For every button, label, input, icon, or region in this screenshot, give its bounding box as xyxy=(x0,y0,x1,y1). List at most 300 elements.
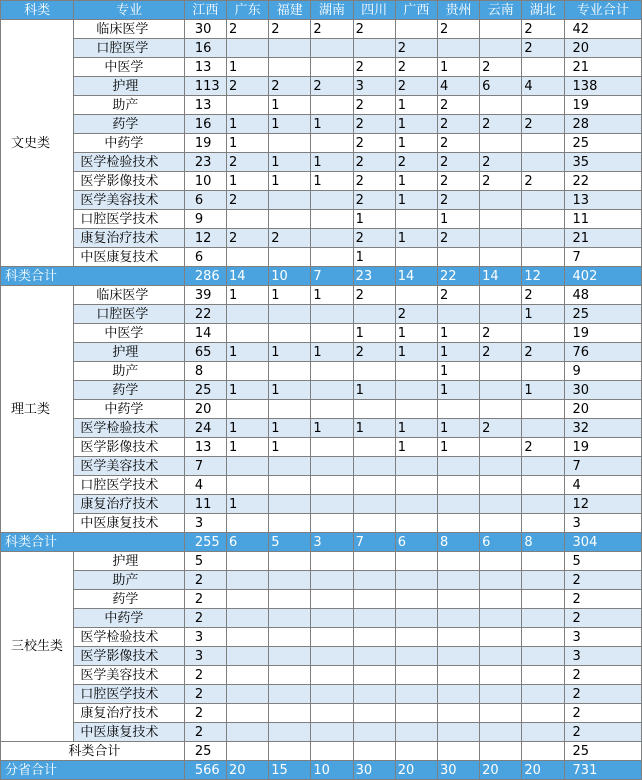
major-cell: 口腔医学 xyxy=(74,305,185,324)
count-cell xyxy=(269,134,311,153)
table-row xyxy=(1,381,642,400)
count-cell xyxy=(480,495,522,514)
count-cell xyxy=(522,495,564,514)
major-cell: 医学检验技术 xyxy=(74,153,185,172)
count-cell: 9 xyxy=(184,210,226,229)
grand-total-label: 分省合计 xyxy=(1,761,185,780)
table-row xyxy=(1,666,642,685)
header-total: 专业合计 xyxy=(564,1,641,20)
count-cell: 39 xyxy=(184,286,226,305)
major-cell: 医学美容技术 xyxy=(74,457,185,476)
count-cell: 2 xyxy=(395,77,437,96)
count-cell xyxy=(437,723,479,742)
major-total-cell: 19 xyxy=(564,324,641,343)
count-cell xyxy=(227,400,269,419)
count-cell: 1 xyxy=(353,248,395,267)
count-cell: 2 xyxy=(395,153,437,172)
count-cell: 2 xyxy=(184,685,226,704)
count-cell xyxy=(227,704,269,723)
count-cell xyxy=(227,628,269,647)
subtotal-cell: 14 xyxy=(395,267,437,286)
count-cell xyxy=(311,552,353,571)
subtotal-cell: 6 xyxy=(480,533,522,552)
count-cell: 2 xyxy=(480,153,522,172)
count-cell xyxy=(522,58,564,77)
major-cell: 康复治疗技术 xyxy=(74,495,185,514)
grand-total-cell: 30 xyxy=(353,761,395,780)
major-total-cell: 13 xyxy=(564,191,641,210)
major-cell: 中药学 xyxy=(74,400,185,419)
header-province: 湖北 xyxy=(522,1,564,20)
count-cell xyxy=(227,96,269,115)
major-cell: 助产 xyxy=(74,96,185,115)
count-cell xyxy=(269,495,311,514)
count-cell xyxy=(395,704,437,723)
count-cell xyxy=(522,628,564,647)
count-cell xyxy=(227,685,269,704)
header-province: 四川 xyxy=(353,1,395,20)
count-cell: 1 xyxy=(269,286,311,305)
major-total-cell: 4 xyxy=(564,476,641,495)
major-cell: 护理 xyxy=(74,343,185,362)
grand-total-cell: 20 xyxy=(395,761,437,780)
table-row xyxy=(1,39,642,58)
count-cell xyxy=(522,210,564,229)
count-cell: 1 xyxy=(227,286,269,305)
major-cell: 医学影像技术 xyxy=(74,647,185,666)
table-row xyxy=(1,286,642,305)
major-cell: 医学影像技术 xyxy=(74,172,185,191)
count-cell: 1 xyxy=(437,438,479,457)
count-cell: 1 xyxy=(311,419,353,438)
header-province: 福建 xyxy=(269,1,311,20)
count-cell xyxy=(353,704,395,723)
count-cell xyxy=(227,210,269,229)
major-cell: 药学 xyxy=(74,381,185,400)
count-cell: 2 xyxy=(184,590,226,609)
count-cell: 2 xyxy=(353,134,395,153)
subtotal-label: 科类合计 xyxy=(1,533,185,552)
count-cell: 1 xyxy=(437,210,479,229)
table-row xyxy=(1,248,642,267)
major-total-cell: 11 xyxy=(564,210,641,229)
count-cell xyxy=(395,400,437,419)
major-cell: 药学 xyxy=(74,115,185,134)
major-cell: 中药学 xyxy=(74,134,185,153)
count-cell: 6 xyxy=(184,191,226,210)
count-cell xyxy=(437,609,479,628)
major-total-cell: 2 xyxy=(564,685,641,704)
count-cell: 1 xyxy=(437,381,479,400)
major-total-cell: 2 xyxy=(564,704,641,723)
subtotal-row xyxy=(1,533,642,552)
count-cell xyxy=(522,609,564,628)
count-cell xyxy=(480,723,522,742)
count-cell xyxy=(311,305,353,324)
major-cell: 中医康复技术 xyxy=(74,723,185,742)
count-cell: 1 xyxy=(437,58,479,77)
count-cell xyxy=(395,495,437,514)
count-cell: 4 xyxy=(522,77,564,96)
count-cell xyxy=(395,20,437,39)
count-cell: 1 xyxy=(227,134,269,153)
count-cell: 1 xyxy=(395,419,437,438)
count-cell: 2 xyxy=(437,20,479,39)
table-row xyxy=(1,172,642,191)
subtotal-total-cell: 25 xyxy=(564,742,641,761)
count-cell xyxy=(480,210,522,229)
count-cell: 2 xyxy=(184,571,226,590)
subtotal-label: 科类合计 xyxy=(1,742,185,761)
major-cell: 护理 xyxy=(74,552,185,571)
table-row xyxy=(1,628,642,647)
grand-total-cell: 566 xyxy=(184,761,226,780)
count-cell xyxy=(227,324,269,343)
count-cell xyxy=(353,495,395,514)
count-cell: 2 xyxy=(480,115,522,134)
count-cell xyxy=(269,39,311,58)
count-cell: 2 xyxy=(353,58,395,77)
count-cell xyxy=(437,248,479,267)
count-cell: 1 xyxy=(353,381,395,400)
subtotal-cell: 7 xyxy=(311,267,353,286)
count-cell: 2 xyxy=(184,723,226,742)
table-row xyxy=(1,704,642,723)
count-cell xyxy=(269,457,311,476)
count-cell: 12 xyxy=(184,229,226,248)
table-row xyxy=(1,685,642,704)
count-cell xyxy=(269,191,311,210)
subtotal-cell: 286 xyxy=(184,267,226,286)
count-cell xyxy=(522,476,564,495)
subtotal-cell: 6 xyxy=(395,533,437,552)
count-cell: 2 xyxy=(353,286,395,305)
subtotal-cell: 8 xyxy=(522,533,564,552)
count-cell xyxy=(269,324,311,343)
count-cell: 2 xyxy=(184,704,226,723)
count-cell: 1 xyxy=(353,324,395,343)
count-cell: 19 xyxy=(184,134,226,153)
subtotal-total-cell: 304 xyxy=(564,533,641,552)
count-cell xyxy=(311,647,353,666)
count-cell: 2 xyxy=(395,305,437,324)
count-cell xyxy=(311,723,353,742)
major-cell: 中医康复技术 xyxy=(74,248,185,267)
count-cell xyxy=(522,153,564,172)
table-row xyxy=(1,134,642,153)
count-cell xyxy=(480,666,522,685)
count-cell: 30 xyxy=(184,20,226,39)
count-cell xyxy=(395,248,437,267)
subtotal-row xyxy=(1,267,642,286)
count-cell: 24 xyxy=(184,419,226,438)
count-cell xyxy=(353,552,395,571)
count-cell: 2 xyxy=(522,343,564,362)
count-cell xyxy=(311,438,353,457)
header-major: 专业 xyxy=(74,1,185,20)
count-cell: 1 xyxy=(353,210,395,229)
count-cell xyxy=(437,647,479,666)
count-cell: 2 xyxy=(311,20,353,39)
count-cell: 2 xyxy=(395,58,437,77)
major-cell: 医学检验技术 xyxy=(74,419,185,438)
count-cell xyxy=(522,419,564,438)
count-cell: 1 xyxy=(269,438,311,457)
count-cell: 1 xyxy=(227,438,269,457)
count-cell xyxy=(311,248,353,267)
grand-total-cell: 20 xyxy=(480,761,522,780)
major-total-cell: 2 xyxy=(564,571,641,590)
table-row xyxy=(1,343,642,362)
count-cell: 1 xyxy=(522,305,564,324)
count-cell xyxy=(395,552,437,571)
count-cell xyxy=(269,628,311,647)
subtotal-cell xyxy=(437,742,479,761)
count-cell: 2 xyxy=(269,77,311,96)
count-cell xyxy=(269,476,311,495)
table-row xyxy=(1,58,642,77)
count-cell: 23 xyxy=(184,153,226,172)
count-cell xyxy=(353,571,395,590)
count-cell xyxy=(311,514,353,533)
major-total-cell: 19 xyxy=(564,96,641,115)
count-cell xyxy=(227,39,269,58)
count-cell: 1 xyxy=(437,419,479,438)
count-cell xyxy=(269,666,311,685)
count-cell xyxy=(311,685,353,704)
count-cell: 2 xyxy=(437,191,479,210)
major-cell: 中医康复技术 xyxy=(74,514,185,533)
major-cell: 康复治疗技术 xyxy=(74,229,185,248)
count-cell: 1 xyxy=(269,96,311,115)
count-cell xyxy=(311,476,353,495)
count-cell xyxy=(269,58,311,77)
count-cell: 1 xyxy=(395,172,437,191)
count-cell xyxy=(311,39,353,58)
count-cell: 1 xyxy=(311,115,353,134)
count-cell xyxy=(311,381,353,400)
count-cell xyxy=(522,324,564,343)
count-cell xyxy=(311,210,353,229)
major-cell: 助产 xyxy=(74,362,185,381)
count-cell xyxy=(480,20,522,39)
count-cell: 2 xyxy=(353,115,395,134)
subtotal-cell xyxy=(353,742,395,761)
count-cell: 2 xyxy=(184,609,226,628)
count-cell xyxy=(353,628,395,647)
count-cell: 2 xyxy=(480,172,522,191)
count-cell: 1 xyxy=(395,115,437,134)
subtotal-cell: 22 xyxy=(437,267,479,286)
table-row xyxy=(1,495,642,514)
table-row xyxy=(1,400,642,419)
count-cell: 2 xyxy=(269,20,311,39)
count-cell: 13 xyxy=(184,96,226,115)
count-cell: 2 xyxy=(227,20,269,39)
table-row xyxy=(1,77,642,96)
count-cell xyxy=(522,134,564,153)
major-total-cell: 2 xyxy=(564,590,641,609)
subtotal-cell xyxy=(522,742,564,761)
count-cell xyxy=(227,609,269,628)
count-cell xyxy=(395,628,437,647)
count-cell xyxy=(395,723,437,742)
count-cell: 2 xyxy=(353,343,395,362)
major-cell: 口腔医学技术 xyxy=(74,210,185,229)
count-cell: 16 xyxy=(184,39,226,58)
count-cell xyxy=(480,647,522,666)
count-cell xyxy=(227,647,269,666)
count-cell xyxy=(480,571,522,590)
count-cell: 6 xyxy=(480,77,522,96)
count-cell xyxy=(227,248,269,267)
count-cell xyxy=(353,39,395,58)
count-cell xyxy=(269,685,311,704)
count-cell xyxy=(437,628,479,647)
count-cell: 2 xyxy=(353,153,395,172)
count-cell: 1 xyxy=(269,381,311,400)
count-cell xyxy=(480,229,522,248)
count-cell xyxy=(353,723,395,742)
table-row xyxy=(1,210,642,229)
major-cell: 医学美容技术 xyxy=(74,666,185,685)
category-cell: 文史类 xyxy=(1,20,74,267)
table-row xyxy=(1,647,642,666)
count-cell xyxy=(311,191,353,210)
count-cell: 6 xyxy=(184,248,226,267)
count-cell xyxy=(269,723,311,742)
count-cell xyxy=(227,514,269,533)
major-total-cell: 3 xyxy=(564,647,641,666)
count-cell xyxy=(353,457,395,476)
major-cell: 口腔医学技术 xyxy=(74,685,185,704)
subtotal-label: 科类合计 xyxy=(1,267,185,286)
count-cell xyxy=(353,476,395,495)
subtotal-cell xyxy=(269,742,311,761)
major-cell: 助产 xyxy=(74,571,185,590)
header-category: 科类 xyxy=(1,1,74,20)
count-cell xyxy=(522,552,564,571)
major-total-cell: 35 xyxy=(564,153,641,172)
count-cell: 1 xyxy=(395,134,437,153)
count-cell xyxy=(227,590,269,609)
count-cell xyxy=(311,229,353,248)
count-cell: 3 xyxy=(184,647,226,666)
major-total-cell: 30 xyxy=(564,381,641,400)
count-cell: 2 xyxy=(522,20,564,39)
count-cell: 2 xyxy=(227,153,269,172)
count-cell: 1 xyxy=(269,153,311,172)
major-cell: 护理 xyxy=(74,77,185,96)
category-cell: 三校生类 xyxy=(1,552,74,742)
subtotal-cell: 23 xyxy=(353,267,395,286)
count-cell: 7 xyxy=(184,457,226,476)
count-cell: 2 xyxy=(269,229,311,248)
major-cell: 中医学 xyxy=(74,58,185,77)
table-body xyxy=(1,20,642,780)
count-cell xyxy=(269,590,311,609)
count-cell xyxy=(227,476,269,495)
table-row xyxy=(1,723,642,742)
count-cell xyxy=(480,248,522,267)
count-cell: 1 xyxy=(311,343,353,362)
header-province: 广东 xyxy=(227,1,269,20)
count-cell xyxy=(395,590,437,609)
count-cell: 1 xyxy=(395,343,437,362)
count-cell xyxy=(437,666,479,685)
count-cell xyxy=(395,571,437,590)
count-cell xyxy=(480,704,522,723)
count-cell xyxy=(269,362,311,381)
major-total-cell: 21 xyxy=(564,58,641,77)
major-total-cell: 7 xyxy=(564,248,641,267)
major-cell: 医学影像技术 xyxy=(74,438,185,457)
count-cell xyxy=(437,704,479,723)
count-cell xyxy=(311,609,353,628)
count-cell xyxy=(480,552,522,571)
count-cell xyxy=(353,590,395,609)
major-total-cell: 9 xyxy=(564,362,641,381)
count-cell xyxy=(437,590,479,609)
count-cell xyxy=(311,495,353,514)
count-cell xyxy=(395,609,437,628)
count-cell xyxy=(227,723,269,742)
count-cell xyxy=(269,400,311,419)
count-cell xyxy=(395,685,437,704)
count-cell: 2 xyxy=(437,153,479,172)
count-cell xyxy=(269,571,311,590)
grand-total-sum-cell: 731 xyxy=(564,761,641,780)
count-cell: 3 xyxy=(353,77,395,96)
count-cell xyxy=(395,666,437,685)
count-cell: 2 xyxy=(184,666,226,685)
count-cell xyxy=(395,381,437,400)
subtotal-row xyxy=(1,742,642,761)
count-cell xyxy=(437,457,479,476)
count-cell xyxy=(353,685,395,704)
count-cell: 2 xyxy=(522,115,564,134)
count-cell xyxy=(437,571,479,590)
count-cell: 2 xyxy=(227,191,269,210)
count-cell: 1 xyxy=(227,381,269,400)
subtotal-cell: 12 xyxy=(522,267,564,286)
count-cell xyxy=(437,685,479,704)
subtotal-cell xyxy=(480,742,522,761)
count-cell: 1 xyxy=(437,324,479,343)
count-cell: 5 xyxy=(184,552,226,571)
count-cell: 1 xyxy=(395,229,437,248)
major-total-cell: 32 xyxy=(564,419,641,438)
count-cell xyxy=(269,704,311,723)
header-province: 江西 xyxy=(184,1,226,20)
count-cell: 2 xyxy=(395,39,437,58)
major-total-cell: 2 xyxy=(564,666,641,685)
major-total-cell: 2 xyxy=(564,609,641,628)
major-total-cell: 42 xyxy=(564,20,641,39)
count-cell: 2 xyxy=(353,96,395,115)
grand-total-cell: 20 xyxy=(227,761,269,780)
count-cell xyxy=(522,96,564,115)
count-cell: 16 xyxy=(184,115,226,134)
count-cell: 1 xyxy=(227,419,269,438)
count-cell xyxy=(480,628,522,647)
table-row xyxy=(1,590,642,609)
count-cell xyxy=(480,685,522,704)
count-cell xyxy=(311,704,353,723)
major-cell: 口腔医学技术 xyxy=(74,476,185,495)
subtotal-cell: 3 xyxy=(311,533,353,552)
major-total-cell: 5 xyxy=(564,552,641,571)
